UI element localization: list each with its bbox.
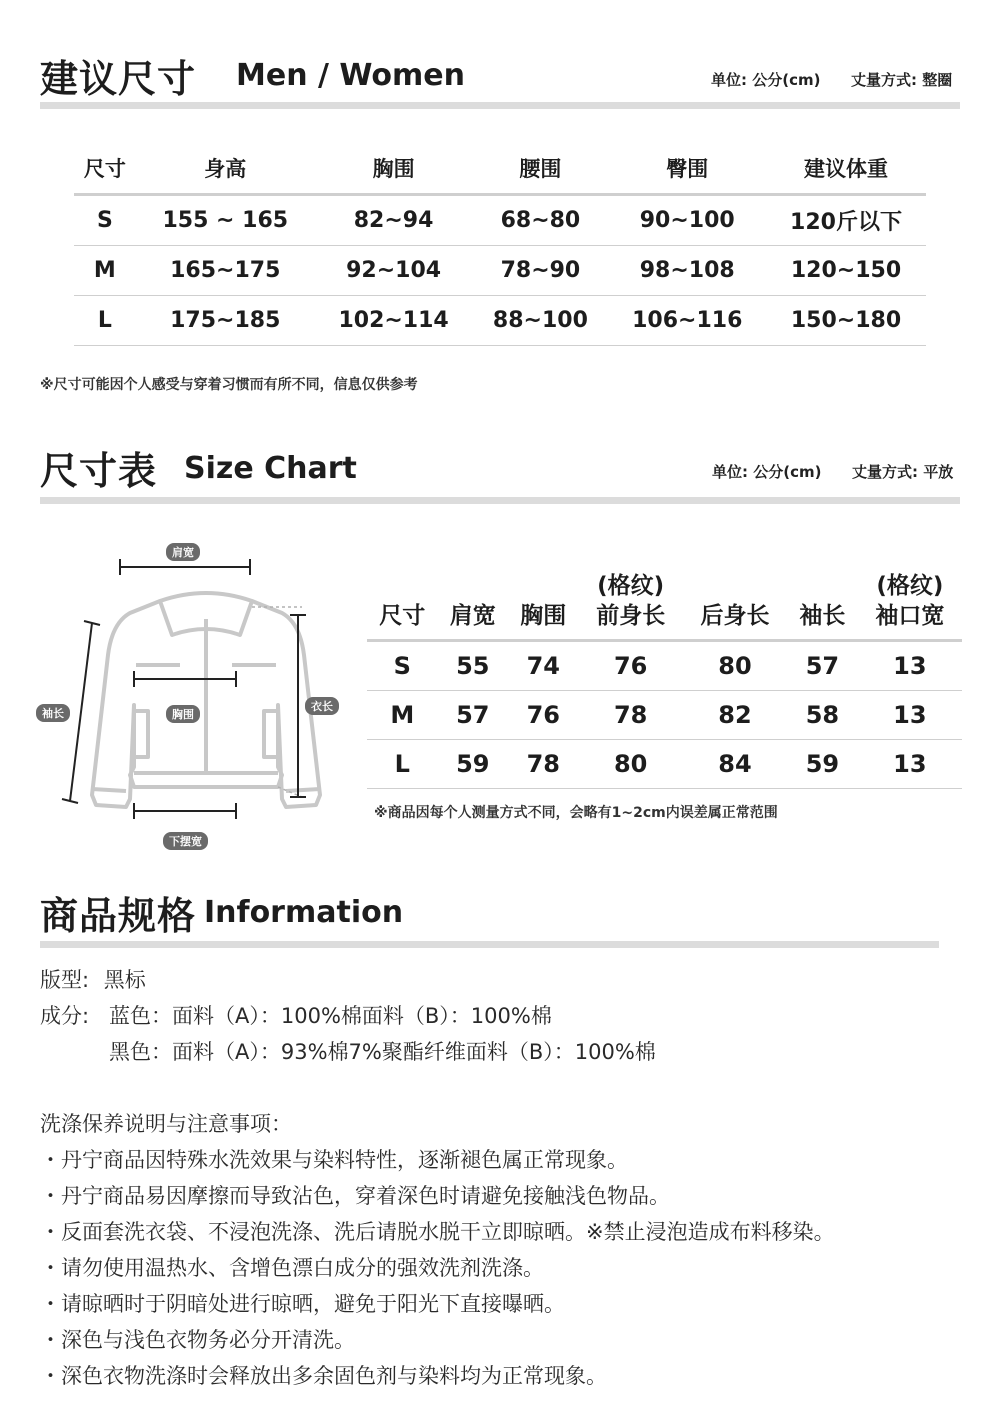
information-title: 商品规格	[40, 894, 197, 938]
col-header: 腰围	[472, 143, 608, 195]
table-cell: 88~100	[472, 296, 608, 346]
recommend-note: ※尺寸可能因个人感受与穿着习惯而有所不同，信息仅供参考	[40, 377, 418, 393]
hem-measure-line	[134, 803, 236, 819]
col-header-sub: (格纹)	[876, 573, 944, 599]
table-cell: 74	[508, 641, 579, 691]
table-cell: 98~108	[608, 246, 766, 296]
col-header	[438, 558, 509, 641]
fit-label: 版型:	[40, 968, 90, 992]
table-cell: 78	[508, 740, 579, 789]
col-header-label: 胸围	[520, 603, 567, 629]
list-item: ・请勿使用温热水、含增色漂白成分的强效洗剂洗涤。	[40, 1256, 544, 1280]
col-header-label: 肩宽	[449, 603, 496, 629]
table-cell: 80	[579, 740, 683, 789]
table-row	[74, 195, 926, 246]
col-header-label: 袖长	[799, 603, 846, 629]
col-header-label: 后身长	[700, 603, 770, 629]
col-header-sub: (格纹)	[597, 573, 665, 599]
size-chart-note: ※商品因每个人测量方式不同，会略有1~2cm内误差属正常范围	[374, 805, 778, 821]
list-item: ・深色与浅色衣物务必分开清洗。	[40, 1328, 355, 1352]
table-cell: 175~185	[136, 296, 315, 346]
section-divider	[40, 941, 939, 948]
table-cell: 106~116	[608, 296, 766, 346]
table-cell: 13	[858, 641, 962, 691]
composition-blue: 蓝色：面料（A）：100%棉面料（B）：100%棉	[109, 1004, 552, 1028]
table-cell: 58	[787, 691, 858, 740]
table-cell: 57	[438, 691, 509, 740]
list-item: ・深色衣物洗涤时会释放出多余固色剂与染料均为正常现象。	[40, 1364, 607, 1388]
table-cell: 78	[579, 691, 683, 740]
recommend-title: 建议尺寸	[40, 57, 197, 101]
information-subtitle: Information	[204, 895, 404, 930]
table-row	[367, 740, 962, 789]
table-cell: 78~90	[472, 246, 608, 296]
col-header: 尺寸	[74, 143, 136, 195]
shoulder-measure-line	[120, 559, 250, 575]
table-row	[74, 296, 926, 346]
table-cell: 92~104	[315, 246, 473, 296]
section-divider	[40, 102, 960, 109]
jacket-diagram	[30, 535, 360, 855]
table-cell: 150~180	[766, 296, 926, 346]
care-title: 洗涤保养说明与注意事项：	[40, 1112, 292, 1136]
care-list	[40, 1142, 835, 1394]
table-cell: 55	[438, 641, 509, 691]
table-row	[74, 246, 926, 296]
table-cell: 120~150	[766, 246, 926, 296]
recommend-method: 丈量方式: 整圈	[851, 71, 953, 89]
list-item: ・丹宁商品易因摩擦而导致沾色，穿着深色时请避免接触浅色物品。	[40, 1184, 670, 1208]
col-header-label: 袖口宽	[875, 603, 945, 629]
size-chart-unit: 单位: 公分(cm)	[712, 463, 822, 481]
chest-measure-line	[134, 671, 236, 687]
table-cell: 155 ~ 165	[136, 195, 315, 246]
list-item: ・丹宁商品因特殊水洗效果与染料特性，逐渐褪色属正常现象。	[40, 1148, 628, 1172]
table-cell: 13	[858, 740, 962, 789]
table-cell: 76	[579, 641, 683, 691]
table-cell: M	[74, 246, 136, 296]
size-chart-method: 丈量方式: 平放	[852, 463, 954, 481]
table-cell: 57	[787, 641, 858, 691]
recommend-unit: 单位: 公分(cm)	[711, 71, 821, 89]
size-chart-table	[367, 558, 962, 789]
col-header-label: 前身长	[596, 603, 666, 629]
table-cell: 120斤以下	[766, 195, 926, 246]
col-header	[367, 558, 438, 641]
fit-value: 黑标	[103, 968, 146, 992]
table-cell: 68~80	[472, 195, 608, 246]
fit-line	[40, 962, 146, 998]
size-chart-title: 尺寸表	[40, 449, 158, 493]
table-cell: 76	[508, 691, 579, 740]
col-header: 胸围	[315, 143, 473, 195]
col-header	[787, 558, 858, 641]
recommend-subtitle: Men / Women	[236, 58, 465, 93]
table-cell: 84	[683, 740, 787, 789]
col-header	[579, 558, 683, 641]
label-shoulder: 肩宽	[166, 543, 200, 561]
table-cell: 82	[683, 691, 787, 740]
col-header	[858, 558, 962, 641]
col-header-label: 尺寸	[379, 603, 426, 629]
list-item: ・请晾晒时于阴暗处进行晾晒，避免于阳光下直接曝晒。	[40, 1292, 565, 1316]
table-cell: S	[74, 195, 136, 246]
table-cell: L	[74, 296, 136, 346]
composition-label: 成分:	[40, 1004, 90, 1028]
col-header: 建议体重	[766, 143, 926, 195]
table-row	[367, 691, 962, 740]
table-cell: 13	[858, 691, 962, 740]
list-item: ・反面套洗衣袋、不浸泡洗涤、洗后请脱水脱干立即晾晒。※禁止浸泡造成布料移染。	[40, 1220, 835, 1244]
section-divider	[40, 497, 960, 504]
col-header: 臀围	[608, 143, 766, 195]
table-cell: 80	[683, 641, 787, 691]
table-row	[367, 641, 962, 691]
table-cell: 165~175	[136, 246, 315, 296]
col-header	[508, 558, 579, 641]
jacket-outline-icon	[92, 593, 320, 807]
table-header-row	[74, 143, 926, 195]
table-cell: S	[367, 641, 438, 691]
composition-black: 黑色：面料（A）：93%棉7%聚酯纤维面料（B）：100%棉	[109, 1040, 656, 1064]
label-sleeve: 袖长	[36, 704, 70, 722]
recommend-table	[74, 143, 926, 346]
table-cell: L	[367, 740, 438, 789]
table-cell: 82~94	[315, 195, 473, 246]
table-cell: 59	[787, 740, 858, 789]
label-hem: 下摆宽	[163, 832, 208, 850]
label-length: 衣长	[305, 697, 339, 715]
table-cell: 102~114	[315, 296, 473, 346]
table-header-row	[367, 558, 962, 641]
table-cell: 59	[438, 740, 509, 789]
col-header	[683, 558, 787, 641]
col-header: 身高	[136, 143, 315, 195]
size-chart-subtitle: Size Chart	[184, 451, 357, 486]
table-cell: M	[367, 691, 438, 740]
label-chest: 胸围	[166, 705, 200, 723]
table-cell: 90~100	[608, 195, 766, 246]
